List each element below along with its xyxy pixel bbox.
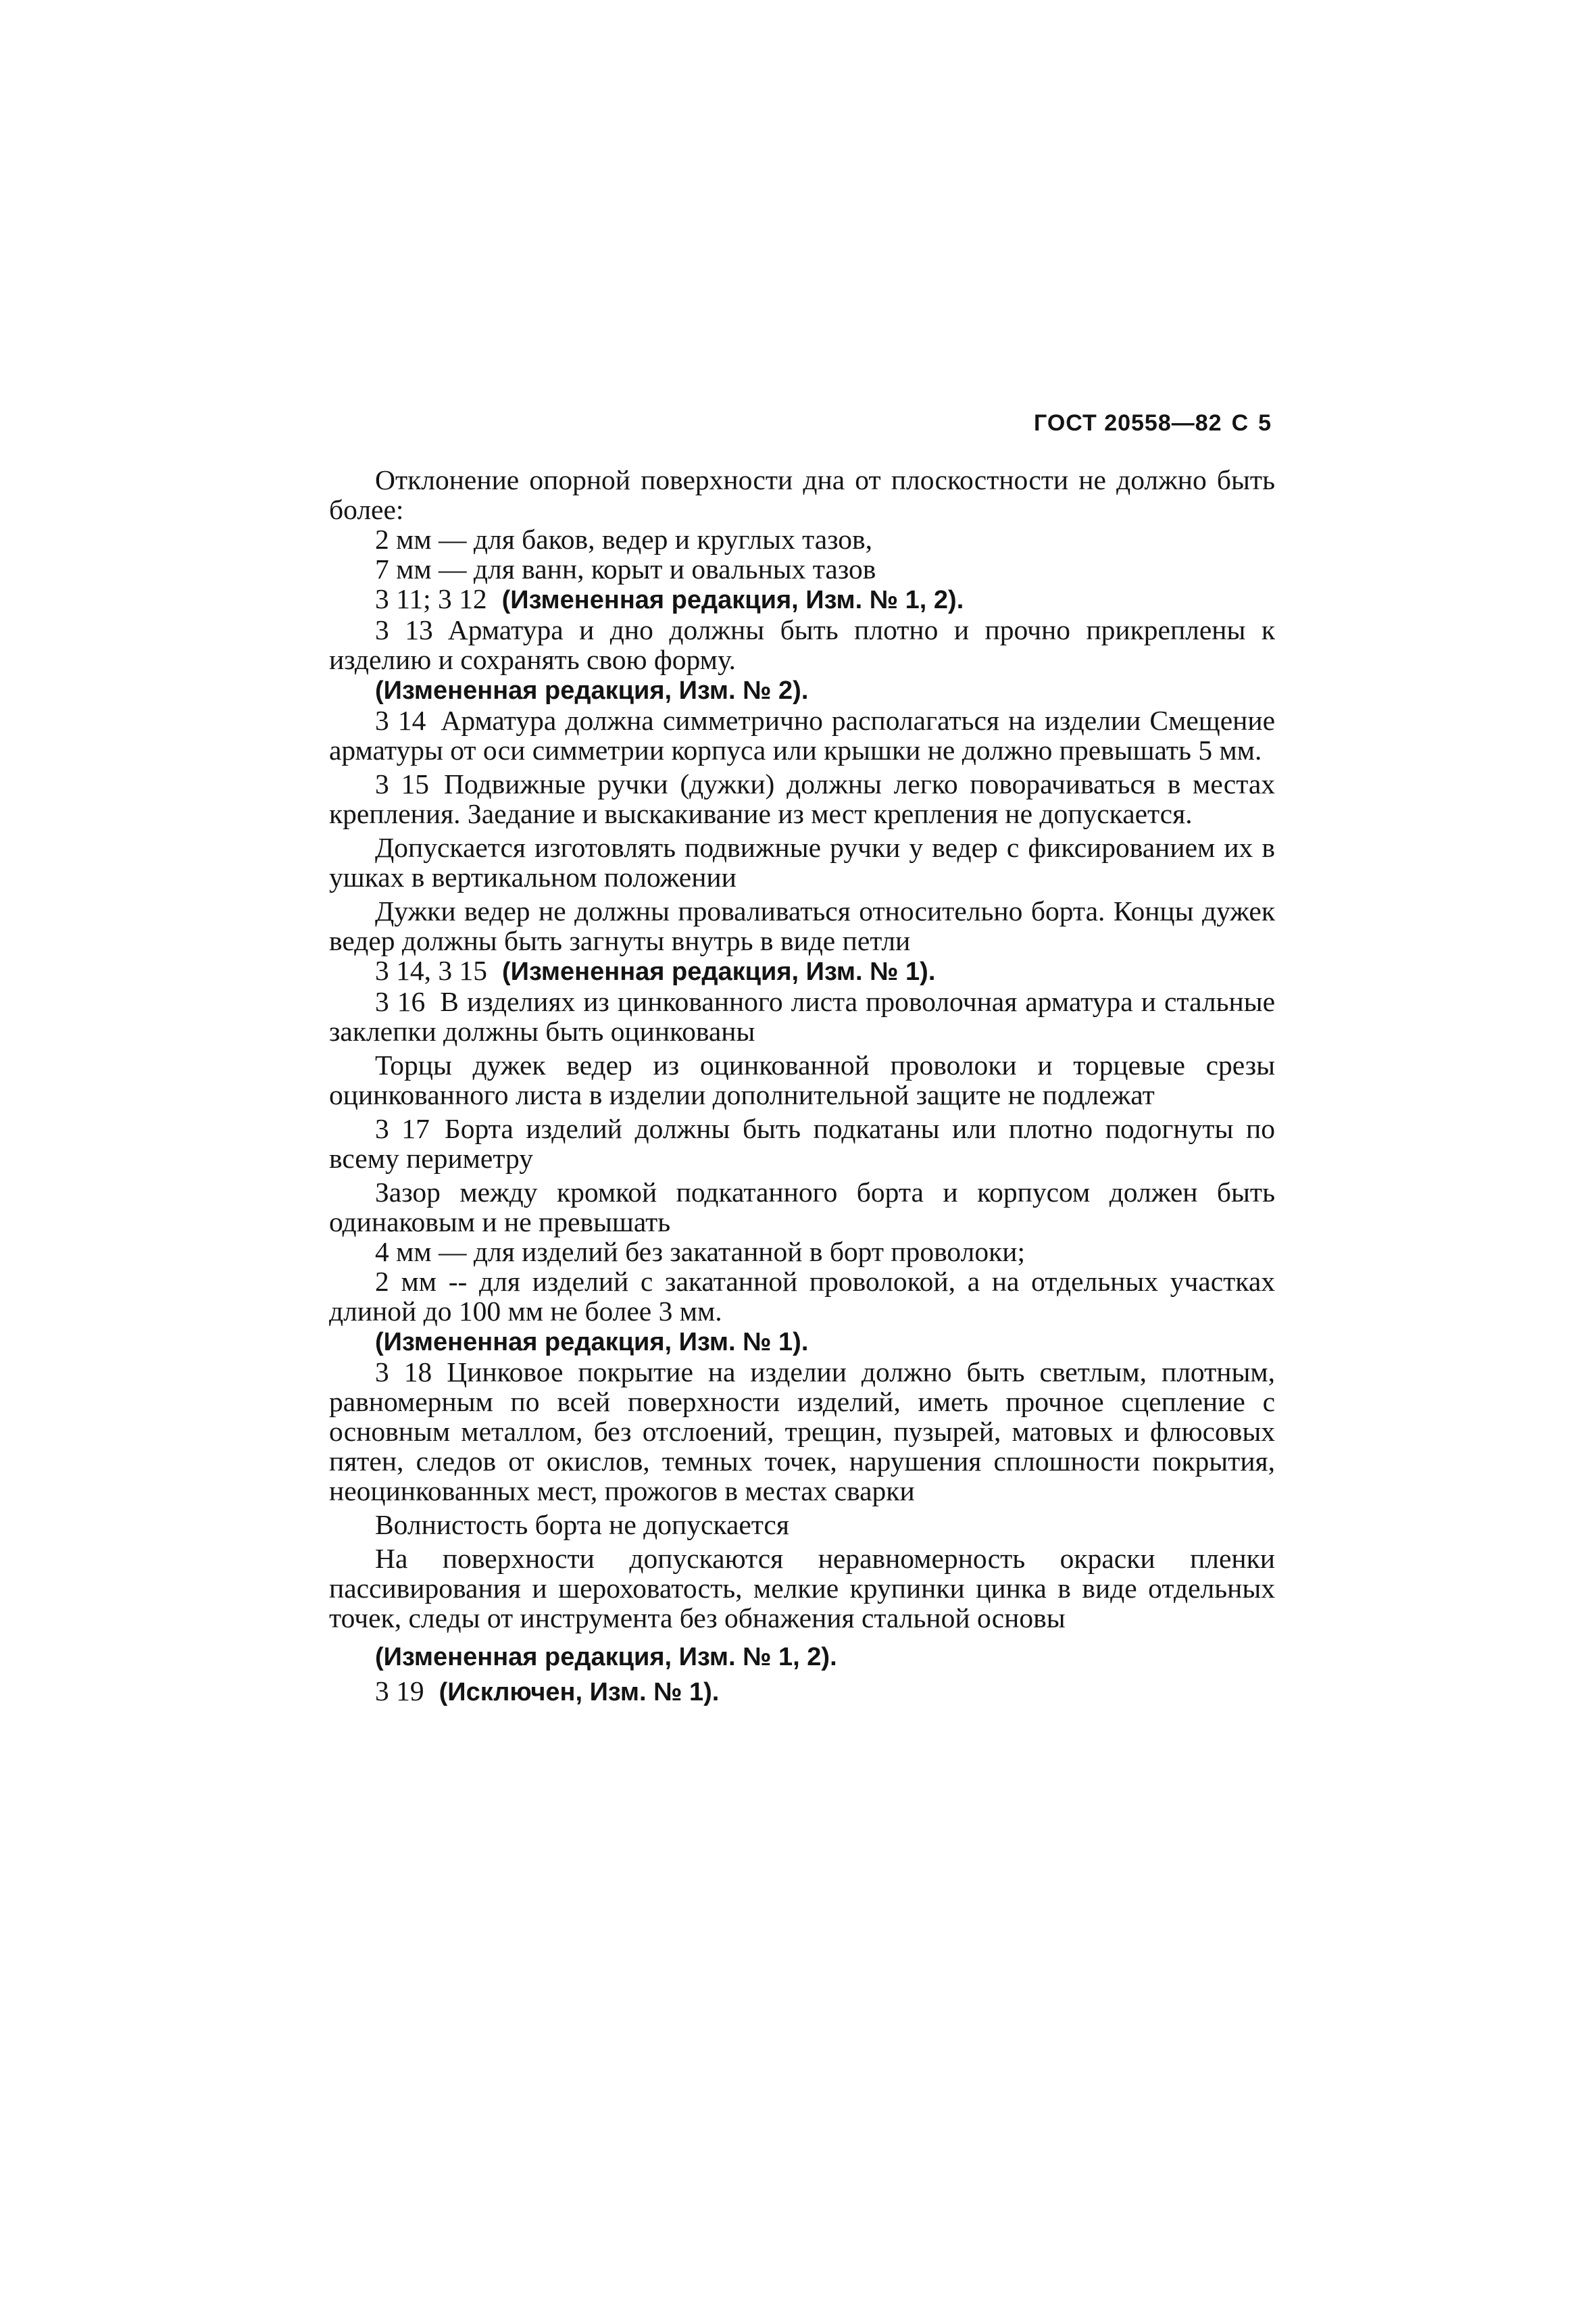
paragraph-surface: [329, 1544, 1275, 1633]
clause-number: 3 11; 3 12: [375, 583, 487, 614]
paragraph-text: Зазор между кромкой подкатанного борта и корпусом должен быть одинаковым и не превышать: [329, 1177, 1275, 1237]
clause-3-17: [329, 1114, 1275, 1173]
clause-3-14: [329, 706, 1275, 765]
list-item-2mm: [329, 524, 1275, 554]
amendment-note: (Измененная редакция, Изм. № 1, 2).: [501, 586, 964, 614]
paragraph-text: Подвижные ручки (дужки) должны легко поворачиваться в местах крепления. Заедание и выскакивание из мест крепления не допускается.: [329, 768, 1276, 829]
paragraph-text: 2 мм — для баков, ведер и круглых тазов,: [375, 524, 873, 555]
amendment-note-3-17: [329, 1326, 1275, 1357]
clause-3-13: [329, 615, 1275, 674]
paragraph-text: Борта изделий должны быть подкатаны или плотно подогнуты по всему периметру: [329, 1113, 1275, 1174]
page-number: 5: [1258, 410, 1272, 436]
paragraph-text: Отклонение опорной поверхности дна от плоскостности не должно быть более:: [329, 464, 1275, 525]
paragraph-fixing: [329, 833, 1275, 892]
paragraph-text: На поверхности допускаются неравномерность окраски пленки пассивирования и шероховатость, мелкие крупинки цинка в виде отдельных точек, следы от инструмента без обнажения стальной основы: [329, 1543, 1275, 1633]
clause-number: 3 18: [375, 1356, 432, 1387]
amendment-note: (Измененная редакция, Изм. № 2).: [375, 676, 809, 705]
paragraph-text: Арматура и дно должны быть плотно и прочно прикреплены к изделию и сохранять свою форму.: [329, 614, 1276, 675]
amendment-note-3-18: [329, 1641, 1275, 1672]
amendment-note: (Измененная редакция, Изм. № 1).: [375, 1328, 809, 1356]
paragraph-flatness: [329, 465, 1275, 524]
clause-3-18: [329, 1357, 1275, 1506]
paragraph-text: В изделиях из цинкованного листа проволочная арматура и стальные заклепки должны быть оцинкованы: [329, 986, 1276, 1047]
paragraph-bails: [329, 896, 1275, 956]
clause-3-16: [329, 987, 1275, 1046]
amendment-note: (Измененная редакция, Изм. № 1, 2).: [375, 1643, 837, 1671]
clause-number: 3 15: [375, 768, 430, 799]
paragraph-text: Цинковое покрытие на изделии должно быть светлым, плотным, равномерным по всей поверхности изделий, иметь прочное сцепление с основным металлом, без отслоений, трещин, пузырей, матовых и флюсовых пятен, следов от окислов, темных точек, нарушения сплошности покрытия, неоцинкованных мест, прожогов в местах сварки: [329, 1356, 1276, 1506]
paragraph-text: Волнистость борта не допускается: [375, 1509, 789, 1540]
clause-3-19: [329, 1676, 1275, 1707]
clause-number: 3 13: [375, 614, 433, 645]
amendment-note: (Измененная редакция, Изм. № 1).: [502, 958, 936, 986]
standard-number: ГОСТ 20558—82: [1034, 410, 1222, 436]
clause-number: 3 17: [375, 1113, 430, 1144]
clause-number: 3 14, 3 15: [375, 955, 487, 986]
list-item-7mm: [329, 554, 1275, 584]
clause-number: 3 16: [375, 986, 426, 1017]
amendment-note-3-13: [329, 674, 1275, 706]
paragraph-text: Допускается изготовлять подвижные ручки у ведер с фиксированием их в ушках в вертикальном положении: [329, 832, 1275, 893]
paragraph-text: 7 мм — для ванн, корыт и овальных тазов: [375, 553, 876, 585]
paragraph-text: 4 мм — для изделий без закатанной в борт проволоки;: [375, 1236, 1025, 1267]
page-label: С: [1231, 410, 1249, 436]
clause-number: 3 19: [375, 1675, 424, 1706]
amendment-note: (Исключен, Изм. № 1).: [439, 1678, 720, 1706]
clause-3-15: [329, 769, 1275, 829]
page-header: [1034, 410, 1272, 437]
list-item-4mm: [329, 1237, 1275, 1266]
amendment-note-3-14-3-15: [329, 956, 1275, 987]
paragraph-gap: [329, 1177, 1275, 1237]
paragraph-text: Торцы дужек ведер из оцинкованной проволоки и торцевые срезы оцинкованного листа в изделии дополнительной защите не подлежат: [329, 1050, 1275, 1110]
list-item-2mm-wire: [329, 1266, 1275, 1326]
paragraph-text: Дужки ведер не должны проваливаться относительно борта. Концы дужек ведер должны быть загнуты внутрь в виде петли: [329, 895, 1275, 956]
clause-number: 3 14: [375, 705, 426, 736]
paragraph-text: Арматура должна симметрично располагаться на изделии Смещение арматуры от оси симметрии корпуса или крышки не должно превышать 5 мм.: [329, 705, 1276, 766]
amendment-note-3-11: [329, 584, 1275, 615]
paragraph-ends: [329, 1050, 1275, 1110]
document-body: [329, 465, 1275, 1707]
paragraph-text: 2 мм -- для изделий с закатанной проволокой, а на отдельных участках длиной до 100 мм не более 3 мм.: [329, 1266, 1275, 1327]
paragraph-waviness: [329, 1510, 1275, 1540]
